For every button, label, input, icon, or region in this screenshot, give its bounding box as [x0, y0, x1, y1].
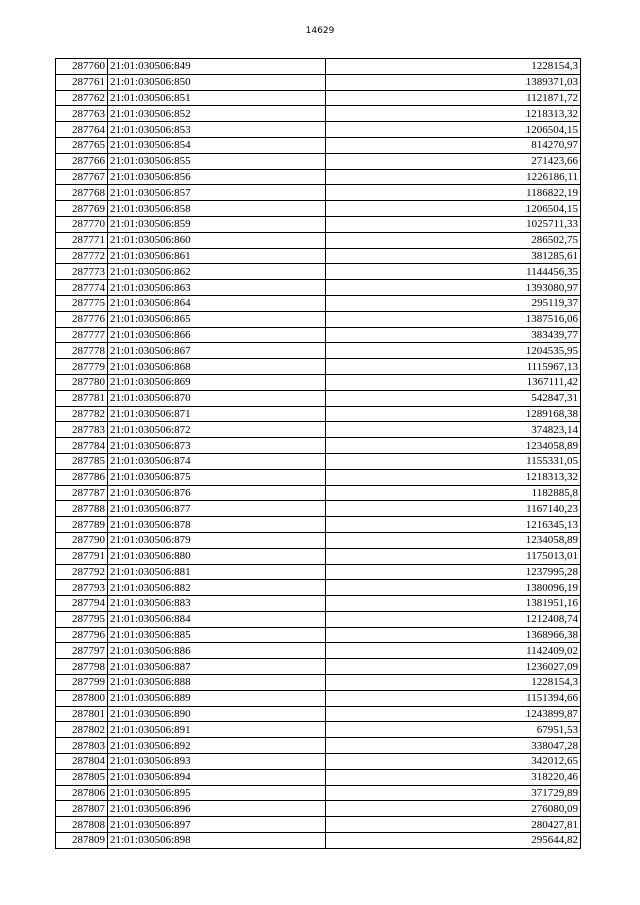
cadastral-number-cell: 21:01:030506:864: [108, 295, 326, 311]
row-id-cell: 287791: [56, 548, 108, 564]
table-row: [56, 580, 581, 596]
table-row: [56, 690, 581, 706]
row-id-cell: 287764: [56, 122, 108, 138]
row-id-cell: 287806: [56, 785, 108, 801]
table-row: [56, 232, 581, 248]
cadastral-number-cell: 21:01:030506:892: [108, 738, 326, 754]
table-row: [56, 74, 581, 90]
row-id-cell: 287780: [56, 374, 108, 390]
value-cell: 280427,81: [326, 817, 581, 833]
cadastral-number-cell: 21:01:030506:850: [108, 74, 326, 90]
value-cell: 1234058,89: [326, 438, 581, 454]
value-cell: 381285,61: [326, 248, 581, 264]
cadastral-number-cell: 21:01:030506:858: [108, 201, 326, 217]
table-row: [56, 785, 581, 801]
row-id-cell: 287787: [56, 485, 108, 501]
table-row: [56, 122, 581, 138]
table-row: [56, 517, 581, 533]
cadastral-number-cell: 21:01:030506:884: [108, 611, 326, 627]
value-cell: 1206504,15: [326, 201, 581, 217]
row-id-cell: 287778: [56, 343, 108, 359]
value-cell: 1182885,8: [326, 485, 581, 501]
value-cell: 1393080,97: [326, 280, 581, 296]
row-id-cell: 287782: [56, 406, 108, 422]
value-cell: 1025711,33: [326, 216, 581, 232]
cadastral-number-cell: 21:01:030506:865: [108, 311, 326, 327]
table-row: [56, 564, 581, 580]
cadastral-number-cell: 21:01:030506:897: [108, 817, 326, 833]
table-row: [56, 90, 581, 106]
row-id-cell: 287767: [56, 169, 108, 185]
value-cell: 67951,53: [326, 722, 581, 738]
table-row: [56, 659, 581, 675]
value-cell: 1167140,23: [326, 501, 581, 517]
cadastral-number-cell: 21:01:030506:852: [108, 106, 326, 122]
row-id-cell: 287807: [56, 801, 108, 817]
table-row: [56, 422, 581, 438]
value-cell: 1228154,3: [326, 59, 581, 75]
table-row: [56, 406, 581, 422]
table-row: [56, 469, 581, 485]
table-row: [56, 532, 581, 548]
cadastral-number-cell: 21:01:030506:890: [108, 706, 326, 722]
table-row: [56, 343, 581, 359]
row-id-cell: 287805: [56, 769, 108, 785]
value-cell: 1380096,19: [326, 580, 581, 596]
table-body: [56, 59, 581, 849]
value-cell: 1381951,16: [326, 596, 581, 612]
value-cell: 1389371,03: [326, 74, 581, 90]
table-row: [56, 216, 581, 232]
row-id-cell: 287763: [56, 106, 108, 122]
table-row: [56, 106, 581, 122]
cadastral-number-cell: 21:01:030506:877: [108, 501, 326, 517]
cadastral-number-cell: 21:01:030506:849: [108, 59, 326, 75]
table-row: [56, 706, 581, 722]
table-row: [56, 248, 581, 264]
row-id-cell: 287804: [56, 754, 108, 770]
cadastral-number-cell: 21:01:030506:896: [108, 801, 326, 817]
table-row: [56, 801, 581, 817]
value-cell: 1226186,11: [326, 169, 581, 185]
row-id-cell: 287769: [56, 201, 108, 217]
cadastral-number-cell: 21:01:030506:879: [108, 532, 326, 548]
row-id-cell: 287786: [56, 469, 108, 485]
value-cell: 1387516,06: [326, 311, 581, 327]
row-id-cell: 287809: [56, 833, 108, 849]
cadastral-number-cell: 21:01:030506:883: [108, 596, 326, 612]
value-cell: 295119,37: [326, 295, 581, 311]
table-row: [56, 280, 581, 296]
value-cell: 383439,77: [326, 327, 581, 343]
cadastral-number-cell: 21:01:030506:851: [108, 90, 326, 106]
row-id-cell: 287808: [56, 817, 108, 833]
value-cell: 1155331,05: [326, 453, 581, 469]
cadastral-number-cell: 21:01:030506:867: [108, 343, 326, 359]
table-row: [56, 722, 581, 738]
value-cell: 1368966,38: [326, 627, 581, 643]
value-cell: 1212408,74: [326, 611, 581, 627]
row-id-cell: 287797: [56, 643, 108, 659]
value-cell: 1234058,89: [326, 532, 581, 548]
cadastral-number-cell: 21:01:030506:875: [108, 469, 326, 485]
table-row: [56, 611, 581, 627]
row-id-cell: 287799: [56, 675, 108, 691]
table-row: [56, 153, 581, 169]
table-row: [56, 169, 581, 185]
value-cell: 271423,66: [326, 153, 581, 169]
cadastral-number-cell: 21:01:030506:887: [108, 659, 326, 675]
value-cell: 1186822,19: [326, 185, 581, 201]
table-row: [56, 627, 581, 643]
row-id-cell: 287793: [56, 580, 108, 596]
row-id-cell: 287765: [56, 137, 108, 153]
value-cell: 1367111,42: [326, 374, 581, 390]
row-id-cell: 287772: [56, 248, 108, 264]
table-row: [56, 501, 581, 517]
table-row: [56, 59, 581, 75]
cadastral-number-cell: 21:01:030506:857: [108, 185, 326, 201]
table-row: [56, 769, 581, 785]
cadastral-number-cell: 21:01:030506:866: [108, 327, 326, 343]
cadastral-number-cell: 21:01:030506:895: [108, 785, 326, 801]
value-cell: 338047,28: [326, 738, 581, 754]
cadastral-number-cell: 21:01:030506:873: [108, 438, 326, 454]
row-id-cell: 287800: [56, 690, 108, 706]
value-cell: 371729,89: [326, 785, 581, 801]
cadastral-number-cell: 21:01:030506:876: [108, 485, 326, 501]
table-row: [56, 137, 581, 153]
cadastral-number-cell: 21:01:030506:885: [108, 627, 326, 643]
row-id-cell: 287775: [56, 295, 108, 311]
cadastral-number-cell: 21:01:030506:874: [108, 453, 326, 469]
row-id-cell: 287794: [56, 596, 108, 612]
value-cell: 286502,75: [326, 232, 581, 248]
cadastral-number-cell: 21:01:030506:886: [108, 643, 326, 659]
cadastral-number-cell: 21:01:030506:859: [108, 216, 326, 232]
row-id-cell: 287803: [56, 738, 108, 754]
value-cell: 1216345,13: [326, 517, 581, 533]
table-row: [56, 675, 581, 691]
row-id-cell: 287779: [56, 359, 108, 375]
row-id-cell: 287789: [56, 517, 108, 533]
cadastral-number-cell: 21:01:030506:888: [108, 675, 326, 691]
row-id-cell: 287781: [56, 390, 108, 406]
row-id-cell: 287785: [56, 453, 108, 469]
value-cell: 1151394,66: [326, 690, 581, 706]
value-cell: 342012,65: [326, 754, 581, 770]
value-cell: 1204535,95: [326, 343, 581, 359]
cadastral-number-cell: 21:01:030506:881: [108, 564, 326, 580]
table-row: [56, 264, 581, 280]
table-row: [56, 453, 581, 469]
cadastral-number-cell: 21:01:030506:878: [108, 517, 326, 533]
page-number: 14629: [305, 26, 335, 36]
cadastral-number-cell: 21:01:030506:870: [108, 390, 326, 406]
value-cell: 374823,14: [326, 422, 581, 438]
cadastral-number-cell: 21:01:030506:863: [108, 280, 326, 296]
table-row: [56, 596, 581, 612]
table-row: [56, 390, 581, 406]
cadastral-table: [55, 58, 581, 849]
row-id-cell: 287792: [56, 564, 108, 580]
row-id-cell: 287776: [56, 311, 108, 327]
row-id-cell: 287770: [56, 216, 108, 232]
cadastral-number-cell: 21:01:030506:871: [108, 406, 326, 422]
row-id-cell: 287796: [56, 627, 108, 643]
value-cell: 1144456,35: [326, 264, 581, 280]
value-cell: 318220,46: [326, 769, 581, 785]
value-cell: 1115967,13: [326, 359, 581, 375]
row-id-cell: 287774: [56, 280, 108, 296]
value-cell: 1237995,28: [326, 564, 581, 580]
row-id-cell: 287760: [56, 59, 108, 75]
table-row: [56, 438, 581, 454]
cadastral-number-cell: 21:01:030506:853: [108, 122, 326, 138]
row-id-cell: 287771: [56, 232, 108, 248]
table-row: [56, 754, 581, 770]
row-id-cell: 287795: [56, 611, 108, 627]
cadastral-number-cell: 21:01:030506:861: [108, 248, 326, 264]
row-id-cell: 287773: [56, 264, 108, 280]
value-cell: 276080,09: [326, 801, 581, 817]
cadastral-number-cell: 21:01:030506:880: [108, 548, 326, 564]
row-id-cell: 287788: [56, 501, 108, 517]
table-row: [56, 548, 581, 564]
cadastral-number-cell: 21:01:030506:869: [108, 374, 326, 390]
table-row: [56, 201, 581, 217]
value-cell: 1175013,01: [326, 548, 581, 564]
value-cell: 1236027,09: [326, 659, 581, 675]
table-row: [56, 295, 581, 311]
table-row: [56, 738, 581, 754]
row-id-cell: 287790: [56, 532, 108, 548]
value-cell: 814270,97: [326, 137, 581, 153]
row-id-cell: 287802: [56, 722, 108, 738]
table-row: [56, 833, 581, 849]
row-id-cell: 287777: [56, 327, 108, 343]
table-row: [56, 374, 581, 390]
cadastral-number-cell: 21:01:030506:893: [108, 754, 326, 770]
cadastral-number-cell: 21:01:030506:898: [108, 833, 326, 849]
row-id-cell: 287762: [56, 90, 108, 106]
row-id-cell: 287766: [56, 153, 108, 169]
cadastral-number-cell: 21:01:030506:882: [108, 580, 326, 596]
cadastral-number-cell: 21:01:030506:862: [108, 264, 326, 280]
cadastral-number-cell: 21:01:030506:854: [108, 137, 326, 153]
table-row: [56, 485, 581, 501]
cadastral-number-cell: 21:01:030506:855: [108, 153, 326, 169]
value-cell: 1206504,15: [326, 122, 581, 138]
table-row: [56, 185, 581, 201]
cadastral-number-cell: 21:01:030506:894: [108, 769, 326, 785]
cadastral-number-cell: 21:01:030506:872: [108, 422, 326, 438]
row-id-cell: 287784: [56, 438, 108, 454]
row-id-cell: 287783: [56, 422, 108, 438]
row-id-cell: 287798: [56, 659, 108, 675]
value-cell: 1142409,02: [326, 643, 581, 659]
cadastral-number-cell: 21:01:030506:860: [108, 232, 326, 248]
value-cell: 542847,31: [326, 390, 581, 406]
value-cell: 1218313,32: [326, 469, 581, 485]
table-row: [56, 327, 581, 343]
table-row: [56, 643, 581, 659]
cadastral-number-cell: 21:01:030506:891: [108, 722, 326, 738]
cadastral-number-cell: 21:01:030506:889: [108, 690, 326, 706]
cadastral-number-cell: 21:01:030506:868: [108, 359, 326, 375]
table-row: [56, 359, 581, 375]
table-row: [56, 817, 581, 833]
value-cell: 1218313,32: [326, 106, 581, 122]
value-cell: 1243899,87: [326, 706, 581, 722]
row-id-cell: 287801: [56, 706, 108, 722]
value-cell: 1289168,38: [326, 406, 581, 422]
cadastral-number-cell: 21:01:030506:856: [108, 169, 326, 185]
value-cell: 295644,82: [326, 833, 581, 849]
value-cell: 1121871,72: [326, 90, 581, 106]
row-id-cell: 287768: [56, 185, 108, 201]
value-cell: 1228154,3: [326, 675, 581, 691]
row-id-cell: 287761: [56, 74, 108, 90]
table-row: [56, 311, 581, 327]
